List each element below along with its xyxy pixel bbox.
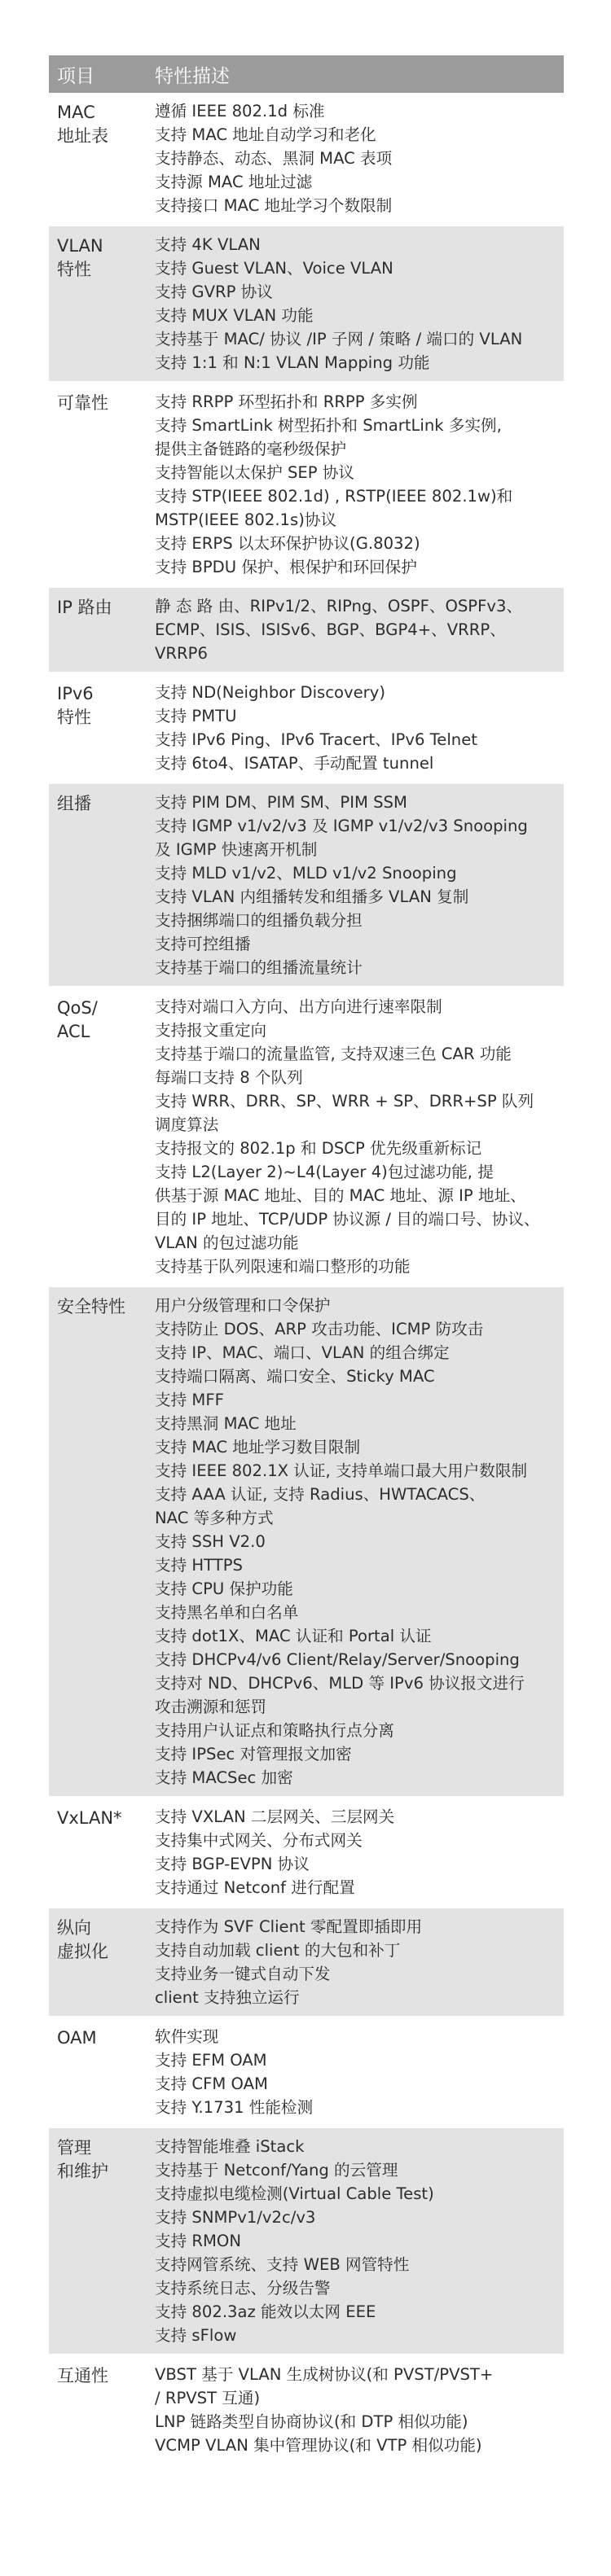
description-line: 支持 MAC 地址学习数目限制: [155, 1438, 361, 1457]
description-line: 支持系统日志、分级告警: [155, 2279, 331, 2298]
description-line: 支持 L2(Layer 2)~L4(Layer 4)包过滤功能, 提: [155, 1163, 494, 1181]
description-line: 支持静态、动态、黑洞 MAC 表项: [155, 149, 393, 168]
table-header-row: [49, 55, 564, 93]
category-label: 组播: [57, 794, 91, 813]
description-line: 目的 IP 地址、TCP/UDP 协议源 / 目的端口号、协议、: [155, 1210, 540, 1229]
feature-description: [148, 224, 564, 381]
description-line: 支持 BPDU 保护、根保护和环回保护: [155, 558, 417, 576]
description-line: ECMP、ISIS、ISISv6、BGP、BGP4+、VRRP、: [155, 620, 506, 639]
description-line: 支持 MAC 地址自动学习和老化: [155, 125, 376, 144]
description-line: 支持 CFM OAM: [155, 2074, 268, 2093]
feature-description: [148, 986, 564, 1285]
table-row: [49, 2354, 564, 2464]
feature-description: [148, 1906, 564, 2016]
category-label: VLAN: [57, 236, 103, 256]
description-line: / RPVST 互通): [155, 2389, 261, 2407]
description-line: 支持源 MAC 地址过滤: [155, 173, 313, 191]
description-line: 遵循 IEEE 802.1d 标准: [155, 102, 325, 120]
table-row: [49, 381, 564, 585]
description-line: 支持 RMON: [155, 2232, 242, 2250]
table-body: [49, 93, 564, 2464]
description-line: 支持 VLAN 内组播转发和组播多 VLAN 复制: [155, 887, 469, 906]
feature-category: [49, 1285, 148, 1796]
description-line: 支持基于 Netconf/Yang 的云管理: [155, 2161, 398, 2180]
description-line: VCMP VLAN 集中管理协议(和 VTP 相似功能): [155, 2436, 482, 2455]
description-line: VBST 基于 VLAN 生成树协议(和 PVST/PVST+: [155, 2365, 494, 2384]
table-row: [49, 585, 564, 672]
description-line: 提供主备链路的毫秒级保护: [155, 440, 347, 458]
feature-description: [148, 585, 564, 672]
feature-category: [49, 381, 148, 585]
description-line: 支持报文重定向: [155, 1021, 267, 1040]
feature-description: [148, 2354, 564, 2464]
feature-category: [49, 1906, 148, 2016]
description-line: 支持 Guest VLAN、Voice VLAN: [155, 259, 393, 278]
description-line: 软件实现: [155, 2027, 219, 2046]
feature-description: [148, 381, 564, 585]
description-line: 支持网管系统、支持 WEB 网管特性: [155, 2255, 410, 2274]
category-label: 虚拟化: [57, 1942, 108, 1961]
description-line: 支持 1:1 和 N:1 VLAN Mapping 功能: [155, 353, 430, 372]
feature-category: [49, 2354, 148, 2464]
description-line: 调度算法: [155, 1115, 219, 1134]
feature-description: [148, 2126, 564, 2354]
description-line: 支持 SSH V2.0: [155, 1532, 266, 1551]
table-row: [49, 2016, 564, 2126]
description-line: VRRP6: [155, 644, 208, 663]
description-line: 支持基于 MAC/ 协议 /IP 子网 / 策略 / 端口的 VLAN: [155, 330, 523, 348]
description-line: 支持智能堆叠 iStack: [155, 2137, 305, 2156]
description-line: 支持 SNMPv1/v2c/v3: [155, 2208, 316, 2227]
description-line: 支持 802.3az 能效以太网 EEE: [155, 2302, 376, 2321]
description-line: 支持自动加载 client 的大包和补丁: [155, 1941, 401, 1960]
description-line: 支持 MACSec 加密: [155, 1768, 293, 1787]
description-line: 支持业务一键式自动下发: [155, 1965, 331, 1983]
description-line: 支持集中式网关、分布式网关: [155, 1831, 363, 1850]
description-line: 支持 WRR、DRR、SP、WRR + SP、DRR+SP 队列: [155, 1092, 534, 1111]
description-line: 支持对端口入方向、出方向进行速率限制: [155, 997, 442, 1016]
feature-category: [49, 1796, 148, 1906]
description-line: 支持 4K VLAN: [155, 235, 261, 254]
description-line: 支持 Y.1731 性能检测: [155, 2098, 314, 2117]
description-line: 支持对 ND、DHCPv6、MLD 等 IPv6 协议报文进行: [155, 1674, 525, 1693]
description-line: 及 IGMP 快速离开机制: [155, 840, 318, 859]
description-line: 支持黑洞 MAC 地址: [155, 1414, 297, 1433]
description-line: 支持 IEEE 802.1X 认证, 支持单端口最大用户数限制: [155, 1461, 528, 1480]
table-row: [49, 782, 564, 986]
table-row: [49, 1796, 564, 1906]
category-label: 特性: [57, 708, 91, 727]
description-line: 支持报文的 802.1p 和 DSCP 优先级重新标记: [155, 1139, 482, 1158]
description-line: 支持 ND(Neighbor Discovery): [155, 683, 385, 702]
description-line: 支持 HTTPS: [155, 1556, 243, 1575]
description-line: 支持 RRPP 环型拓扑和 RRPP 多实例: [155, 392, 418, 411]
category-label: 和维护: [57, 2162, 108, 2181]
feature-table: [49, 55, 564, 2464]
feature-description: [148, 782, 564, 986]
description-line: 支持作为 SVF Client 零配置即插即用: [155, 1917, 423, 1936]
category-label: VxLAN*: [57, 1808, 122, 1828]
description-line: 支持 PIM DM、PIM SM、PIM SSM: [155, 793, 407, 812]
description-line: 支持 BGP-EVPN 协议: [155, 1855, 310, 1873]
feature-description: [148, 2016, 564, 2126]
description-line: 支持端口隔离、端口安全、Sticky MAC: [155, 1367, 435, 1386]
description-line: 支持 IGMP v1/v2/v3 及 IGMP v1/v2/v3 Snooping: [155, 817, 528, 835]
description-line: 支持 MLD v1/v2、MLD v1/v2 Snooping: [155, 864, 457, 883]
category-label: 互通性: [57, 2366, 108, 2385]
description-line: 支持基于队列限速和端口整形的功能: [155, 1257, 411, 1276]
description-line: 支持 GVRP 协议: [155, 283, 273, 301]
description-line: 支持 ERPS 以太环保护协议(G.8032): [155, 534, 420, 553]
category-label: 可靠性: [57, 393, 108, 413]
feature-category: [49, 986, 148, 1285]
description-line: 支持 MFF: [155, 1391, 224, 1409]
description-line: NAC 等多种方式: [155, 1509, 274, 1527]
description-line: 支持基于端口的流量监管, 支持双速三色 CAR 功能: [155, 1045, 512, 1063]
description-line: 支持虚拟电缆检测(Virtual Cable Test): [155, 2184, 434, 2203]
table-row: [49, 2126, 564, 2354]
description-line: 支持 AAA 认证, 支持 Radius、HWTACACS、: [155, 1485, 486, 1504]
description-line: 支持黑名单和白名单: [155, 1603, 299, 1622]
description-line: 支持智能以太保护 SEP 协议: [155, 463, 355, 482]
description-line: 支持通过 Netconf 进行配置: [155, 1878, 355, 1897]
feature-category: [49, 224, 148, 381]
description-line: MSTP(IEEE 802.1s)协议: [155, 510, 337, 529]
description-line: 支持 CPU 保护功能: [155, 1579, 293, 1598]
description-line: 用户分级管理和口令保护: [155, 1296, 331, 1315]
feature-category: [49, 2016, 148, 2126]
feature-description: [148, 1285, 564, 1796]
description-line: 支持防止 DOS、ARP 攻击功能、ICMP 防攻击: [155, 1320, 484, 1338]
category-label: 管理: [57, 2138, 91, 2158]
description-line: 支持 STP(IEEE 802.1d) , RSTP(IEEE 802.1w)和: [155, 487, 513, 506]
description-line: VLAN 的包过滤功能: [155, 1233, 299, 1252]
category-label: 安全特性: [57, 1297, 125, 1316]
category-label: IP 路由: [57, 598, 112, 617]
header-item: 项目: [49, 55, 148, 93]
category-label: 地址表: [57, 126, 108, 146]
table-row: [49, 1906, 564, 2016]
feature-description: [148, 672, 564, 782]
feature-category: [49, 585, 148, 672]
description-line: 支持 dot1X、MAC 认证和 Portal 认证: [155, 1627, 432, 1645]
description-line: 支持用户认证点和策略执行点分离: [155, 1721, 394, 1740]
category-label: 纵向: [57, 1918, 91, 1938]
description-line: 支持捆绑端口的组播负载分担: [155, 911, 363, 930]
feature-category: [49, 93, 148, 224]
description-line: 支持基于端口的组播流量统计: [155, 958, 363, 977]
description-line: 支持 IPv6 Ping、IPv6 Tracert、IPv6 Telnet: [155, 730, 477, 749]
feature-description: [148, 93, 564, 224]
description-line: 每端口支持 8 个队列: [155, 1068, 303, 1087]
description-line: 支持 EFM OAM: [155, 2051, 267, 2070]
description-line: 支持 IP、MAC、端口、VLAN 的组合绑定: [155, 1343, 450, 1362]
table-row: [49, 1285, 564, 1796]
description-line: 支持 MUX VLAN 功能: [155, 306, 314, 325]
description-line: 支持 PMTU: [155, 707, 237, 725]
description-line: LNP 链路类型自协商协议(和 DTP 相似功能): [155, 2412, 468, 2431]
description-line: 支持 DHCPv4/v6 Client/Relay/Server/Snooping: [155, 1650, 520, 1669]
feature-category: [49, 672, 148, 782]
table-row: [49, 672, 564, 782]
description-line: 支持 VXLAN 二层网关、三层网关: [155, 1807, 395, 1826]
category-label: IPv6: [57, 684, 94, 703]
category-label: 特性: [57, 260, 91, 279]
category-label: OAM: [57, 2028, 97, 2048]
description-line: 支持 sFlow: [155, 2326, 237, 2345]
description-line: 供基于源 MAC 地址、目的 MAC 地址、源 IP 地址、: [155, 1186, 526, 1205]
feature-category: [49, 2126, 148, 2354]
description-line: 支持 IPSec 对管理报文加密: [155, 1745, 352, 1763]
description-line: 静 态 路 由、RIPv1/2、RIPng、OSPF、OSPFv3、: [155, 597, 523, 616]
description-line: 支持可控组播: [155, 935, 251, 953]
category-label: ACL: [57, 1022, 90, 1041]
description-line: 攻击溯源和惩罚: [155, 1698, 267, 1716]
description-line: 支持接口 MAC 地址学习个数限制: [155, 196, 393, 215]
description-line: 支持 6to4、ISATAP、手动配置 tunnel: [155, 754, 434, 773]
table-row: [49, 224, 564, 381]
feature-category: [49, 782, 148, 986]
category-label: QoS/: [57, 998, 98, 1018]
table-row: [49, 986, 564, 1285]
category-label: MAC: [57, 103, 95, 122]
feature-description: [148, 1796, 564, 1906]
table-row: [49, 93, 564, 224]
description-line: 支持 SmartLink 树型拓扑和 SmartLink 多实例,: [155, 416, 502, 435]
header-description: 特性描述: [148, 55, 564, 93]
description-line: client 支持独立运行: [155, 1988, 300, 2007]
